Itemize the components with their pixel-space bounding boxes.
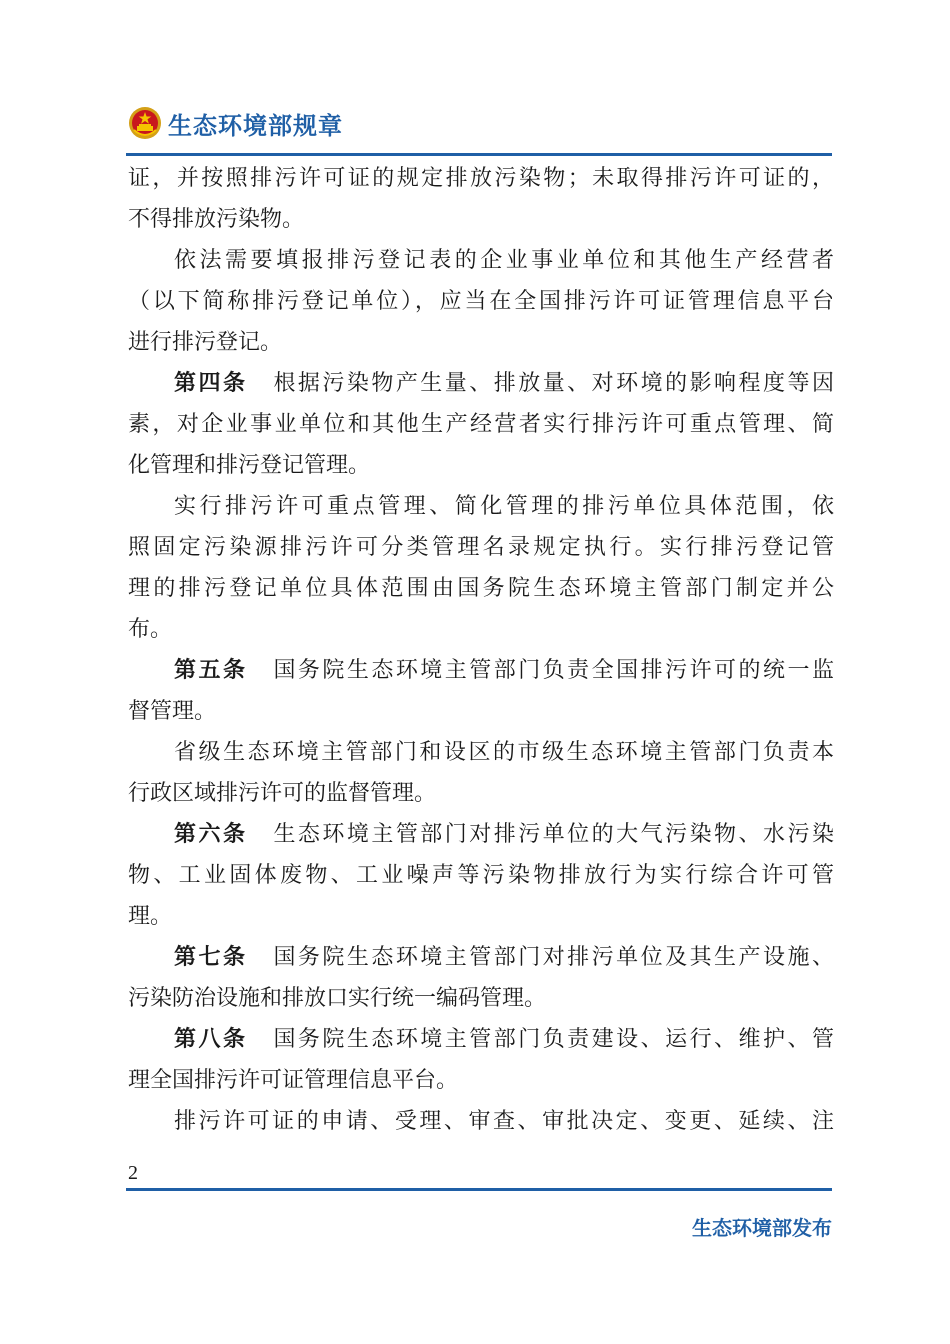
text-line: 照固定污染源排污许可分类管理名录规定执行。实行排污登记管 <box>128 535 834 560</box>
article-heading: 第七条 <box>174 945 248 970</box>
page-header <box>128 98 343 148</box>
text-line: 实行排污许可重点管理、简化管理的排污单位具体范围，依 <box>174 494 834 519</box>
text-line: 行政区域排污许可的监督管理。 <box>128 781 437 806</box>
article-heading: 第五条 <box>174 658 248 683</box>
text-line: 证，并按照排污许可证的规定排放污染物；未取得排污许可证的， <box>128 166 834 191</box>
text-line: 进行排污登记。 <box>128 330 283 355</box>
text-line: 物、工业固体废物、工业噪声等污染物排放行为实行综合许可管 <box>128 863 834 888</box>
article-8-line <box>128 1019 834 1060</box>
text-span: 根据污染物产生量、排放量、对环境的影响程度等因 <box>273 371 834 396</box>
footer-publisher: 生态环境部发布 <box>692 1216 832 1240</box>
article-4-line <box>128 363 834 404</box>
page-number: 2 <box>128 1162 138 1184</box>
text-line: 理。 <box>128 904 173 929</box>
article-7-line <box>128 937 834 978</box>
article-6-line <box>128 814 834 855</box>
article-heading: 第八条 <box>174 1027 248 1052</box>
text-line: 不得排放污染物。 <box>128 207 305 232</box>
article-heading: 第四条 <box>174 371 248 396</box>
text-line: 化管理和排污登记管理。 <box>128 453 371 478</box>
text-line: 布。 <box>128 617 173 642</box>
text-span: 国务院生态环境主管部门负责建设、运行、维护、管 <box>273 1027 834 1052</box>
text-span: 国务院生态环境主管部门负责全国排污许可的统一监 <box>273 658 834 683</box>
footer-divider <box>126 1188 832 1191</box>
header-title: 生态环境部规章 <box>168 111 343 140</box>
text-line: 排污许可证的申请、受理、审查、审批决定、变更、延续、注 <box>174 1109 834 1134</box>
document-body <box>128 158 834 1142</box>
text-line: 素，对企业事业单位和其他生产经营者实行排污许可重点管理、简 <box>128 412 834 437</box>
national-emblem-icon <box>128 106 162 140</box>
text-line: 理的排污登记单位具体范围由国务院生态环境主管部门制定并公 <box>128 576 834 601</box>
article-5-line <box>128 650 834 691</box>
text-line: （以下简称排污登记单位），应当在全国排污许可证管理信息平台 <box>128 289 834 314</box>
text-line: 污染防治设施和排放口实行统一编码管理。 <box>128 986 547 1011</box>
header-divider <box>126 153 832 156</box>
text-line: 依法需要填报排污登记表的企业事业单位和其他生产经营者 <box>174 248 834 273</box>
text-line: 省级生态环境主管部门和设区的市级生态环境主管部门负责本 <box>174 740 834 765</box>
text-line: 理全国排污许可证管理信息平台。 <box>128 1068 459 1093</box>
article-heading: 第六条 <box>174 822 248 847</box>
text-line: 督管理。 <box>128 699 217 724</box>
text-span: 国务院生态环境主管部门对排污单位及其生产设施、 <box>273 945 834 970</box>
text-span: 生态环境主管部门对排污单位的大气污染物、水污染 <box>273 822 834 847</box>
